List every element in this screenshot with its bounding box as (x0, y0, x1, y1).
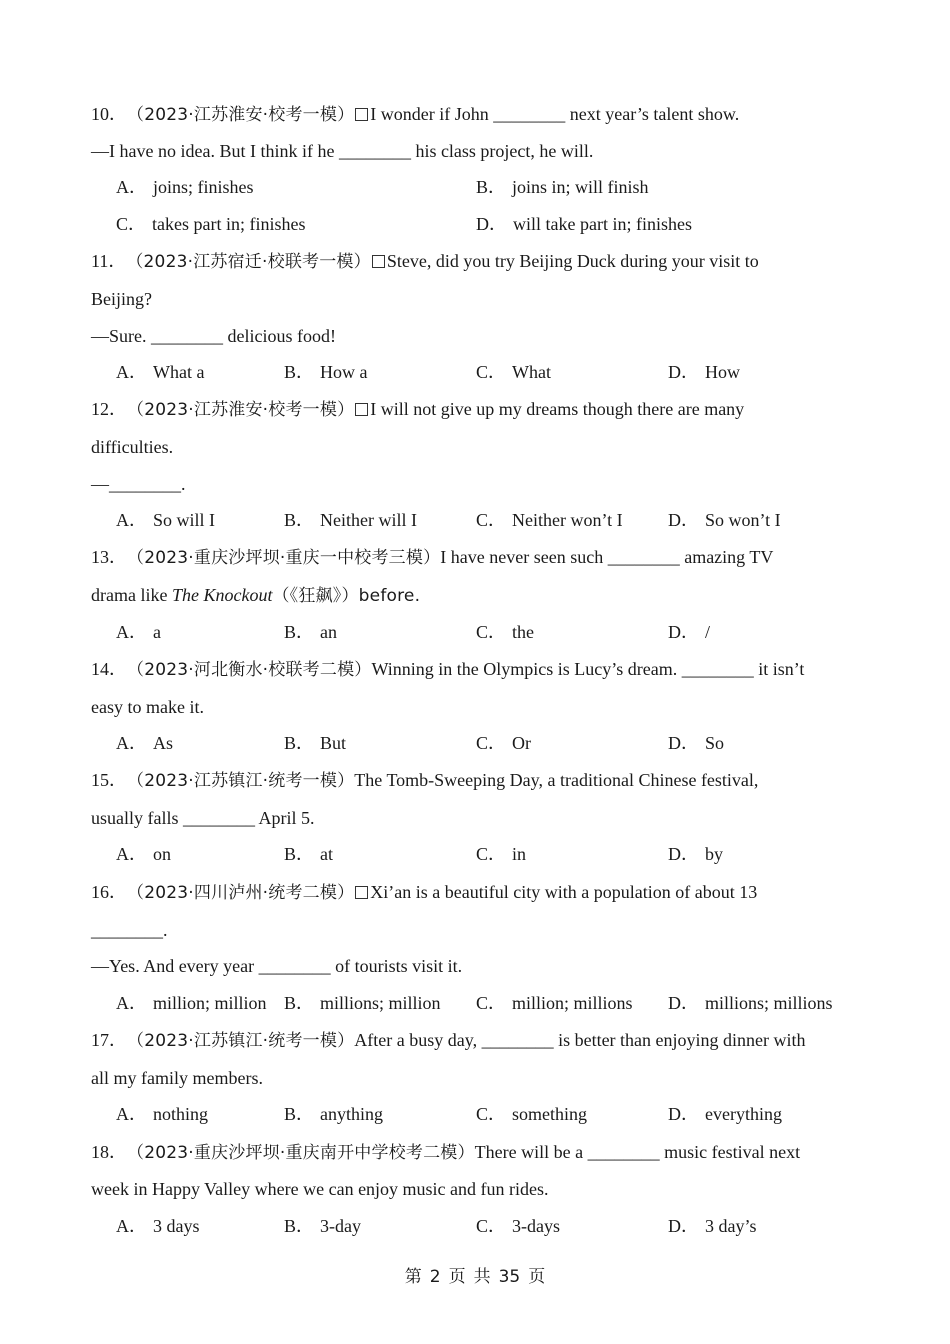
option-d (668, 992, 833, 1014)
option-label: A． (116, 362, 147, 382)
question-text: There will be a ________ music festival next (474, 1142, 801, 1162)
option-text: / (705, 622, 711, 642)
option-text: nothing (153, 1104, 209, 1124)
drama-title: The Knockout (171, 585, 273, 605)
question-16-stem (91, 881, 757, 904)
option-label: C． (476, 362, 507, 382)
option-label: B． (284, 362, 315, 382)
option-c (476, 1215, 560, 1237)
option-text: something (512, 1104, 588, 1124)
question-number: 10． (91, 104, 127, 124)
option-text: a (153, 622, 161, 642)
footer-text: 第 (404, 1267, 422, 1287)
question-source: （2023·江苏宿迁·校联考一模） (126, 252, 371, 272)
option-label: B． (284, 993, 315, 1013)
option-label: D． (668, 622, 699, 642)
option-label: D． (668, 844, 699, 864)
option-label: C． (476, 1216, 507, 1236)
question-text: The Tomb-Sweeping Day, a traditional Chinese festival, (354, 770, 759, 790)
question-15-stem (91, 769, 758, 792)
option-text: 3-day (320, 1216, 361, 1236)
question-text (91, 584, 420, 607)
question-number: 11． (91, 251, 127, 271)
option-text: joins; finishes (153, 177, 254, 197)
option-label: D． (668, 510, 699, 530)
option-a (116, 732, 173, 754)
option-label: C． (476, 733, 507, 753)
total-page-count: 35 (498, 1267, 521, 1287)
question-14-stem (91, 658, 804, 681)
option-text: at (320, 844, 334, 864)
option-text: But (320, 733, 347, 753)
option-b (284, 361, 368, 383)
option-text: So (705, 733, 725, 753)
checkbox-icon (372, 255, 385, 268)
option-b (284, 621, 337, 643)
question-text: usually falls ________ April 5. (91, 808, 315, 828)
option-label: A． (116, 993, 147, 1013)
question-text: Winning in the Olympics is Lucy’s dream. ________ it isn’t (371, 659, 805, 679)
option-a (116, 621, 161, 643)
question-17-stem (91, 1029, 806, 1052)
question-text: After a busy day, ________ is better than enjoying dinner with (354, 1030, 806, 1050)
option-b (284, 732, 346, 754)
question-source: （2023·河北衡水·校联考二模） (127, 660, 372, 680)
option-c (476, 732, 531, 754)
question-text: all my family members. (91, 1068, 263, 1088)
option-d (668, 361, 740, 383)
option-b (476, 176, 649, 198)
option-text: everything (705, 1104, 782, 1124)
option-label: A． (116, 177, 147, 197)
option-d (668, 509, 781, 531)
question-text-part: drama like (91, 585, 172, 605)
question-text: —Yes. And every year ________ of tourists visit it. (91, 956, 463, 976)
option-label: C． (476, 510, 507, 530)
option-label: B． (284, 1216, 315, 1236)
question-text-part: （《狂飙》）before. (272, 586, 421, 606)
question-text: —I have no idea. But I think if he ________ his class project, he will. (91, 141, 594, 161)
question-text: —________. (91, 474, 186, 494)
question-text: easy to make it. (91, 697, 204, 717)
option-b (284, 1215, 361, 1237)
option-text: million; millions (512, 993, 633, 1013)
option-label: B． (476, 177, 507, 197)
question-number: 17． (91, 1030, 127, 1050)
option-label: C． (476, 622, 507, 642)
question-number: 12． (91, 399, 127, 419)
option-text: joins in; will finish (512, 177, 649, 197)
option-text: the (512, 622, 535, 642)
option-text: an (320, 622, 338, 642)
option-c (476, 1103, 587, 1125)
option-label: D． (668, 993, 699, 1013)
option-label: C． (116, 214, 147, 234)
option-b (284, 992, 441, 1014)
question-source: （2023·江苏镇江·统考一模） (127, 1031, 355, 1051)
option-label: B． (284, 1104, 315, 1124)
option-text: As (153, 733, 174, 753)
option-label: D． (668, 1216, 699, 1236)
option-label: C． (476, 1104, 507, 1124)
option-text: What (512, 362, 551, 382)
checkbox-icon (355, 403, 368, 416)
option-text: What a (153, 362, 205, 382)
option-a (116, 843, 171, 865)
option-b (284, 843, 333, 865)
option-text: So will I (153, 510, 216, 530)
option-text: Neither will I (320, 510, 417, 530)
question-11-stem (91, 250, 759, 273)
question-text: difficulties. (91, 437, 174, 457)
option-text: 3 days (153, 1216, 200, 1236)
option-c (476, 992, 633, 1014)
option-label: A． (116, 510, 147, 530)
checkbox-icon (355, 108, 368, 121)
question-18-stem (91, 1141, 800, 1164)
option-label: D． (668, 362, 699, 382)
question-text: I have never seen such ________ amazing TV (440, 547, 774, 567)
option-a (116, 1215, 200, 1237)
question-text: Steve, did you try Beijing Duck during your visit to (386, 251, 759, 271)
option-d (668, 732, 724, 754)
question-number: 13． (91, 547, 127, 567)
option-c (476, 621, 534, 643)
option-label: A． (116, 1104, 147, 1124)
question-text: Beijing? (91, 289, 152, 309)
question-13-stem (91, 546, 773, 569)
question-10-stem (91, 103, 739, 126)
option-text: So won’t I (705, 510, 781, 530)
option-text: takes part in; finishes (152, 214, 306, 234)
option-c (116, 213, 305, 235)
option-d (476, 213, 692, 235)
option-c (476, 509, 623, 531)
option-text: on (153, 844, 171, 864)
footer-text: 共 (473, 1267, 491, 1287)
option-text: millions; million (320, 993, 441, 1013)
option-label: C． (476, 844, 507, 864)
footer-text: 页 (528, 1267, 546, 1287)
footer-text: 页 (448, 1267, 466, 1287)
question-source: （2023·江苏淮安·校考一模） (127, 105, 355, 125)
option-text: 3 day’s (705, 1216, 757, 1236)
question-text: Xi’an is a beautiful city with a population of about 13 (370, 882, 758, 902)
option-d (668, 1215, 757, 1237)
option-label: B． (284, 844, 315, 864)
option-a (116, 176, 254, 198)
question-text: —Sure. ________ delicious food! (91, 326, 336, 346)
option-a (116, 509, 215, 531)
option-label: B． (284, 510, 315, 530)
question-text: week in Happy Valley where we can enjoy music and fun rides. (91, 1179, 549, 1199)
question-12-stem (91, 398, 744, 421)
option-label: D． (668, 733, 699, 753)
question-text: I wonder if John ________ next year’s talent show. (370, 104, 740, 124)
option-d (668, 621, 710, 643)
option-b (284, 509, 417, 531)
question-number: 15． (91, 770, 127, 790)
option-b (284, 1103, 383, 1125)
question-number: 16． (91, 882, 127, 902)
current-page-number: 2 (429, 1267, 441, 1287)
option-d (668, 1103, 782, 1125)
option-text: will take part in; finishes (513, 214, 692, 234)
question-source: （2023·江苏镇江·统考一模） (127, 771, 355, 791)
question-source: （2023·重庆沙坪坝·重庆一中校考三模） (127, 548, 441, 568)
option-a (116, 992, 267, 1014)
question-number: 14． (91, 659, 127, 679)
option-a (116, 1103, 208, 1125)
option-label: A． (116, 622, 147, 642)
option-label: A． (116, 733, 147, 753)
option-text: anything (320, 1104, 384, 1124)
option-label: D． (668, 1104, 699, 1124)
option-c (476, 843, 526, 865)
page-footer (0, 1266, 950, 1288)
option-label: C． (476, 993, 507, 1013)
question-text: ________. (91, 920, 168, 940)
option-label: A． (116, 844, 147, 864)
option-text: by (705, 844, 723, 864)
option-text: How a (320, 362, 368, 382)
option-label: D． (476, 214, 507, 234)
question-source: （2023·重庆沙坪坝·重庆南开中学校考二模） (127, 1143, 475, 1163)
option-text: Or (512, 733, 532, 753)
option-label: A． (116, 1216, 147, 1236)
option-text: million; million (153, 993, 267, 1013)
option-a (116, 361, 204, 383)
checkbox-icon (355, 886, 368, 899)
option-label: B． (284, 733, 315, 753)
question-source: （2023·江苏淮安·校考一模） (127, 400, 355, 420)
question-number: 18． (91, 1142, 127, 1162)
option-text: millions; millions (705, 993, 833, 1013)
question-source: （2023·四川泸州·统考二模） (127, 883, 355, 903)
option-text: 3-days (512, 1216, 561, 1236)
option-text: Neither won’t I (512, 510, 623, 530)
option-text: in (512, 844, 527, 864)
option-text: How (705, 362, 740, 382)
option-d (668, 843, 723, 865)
option-label: B． (284, 622, 315, 642)
option-c (476, 361, 551, 383)
question-text: I will not give up my dreams though there are many (370, 399, 745, 419)
